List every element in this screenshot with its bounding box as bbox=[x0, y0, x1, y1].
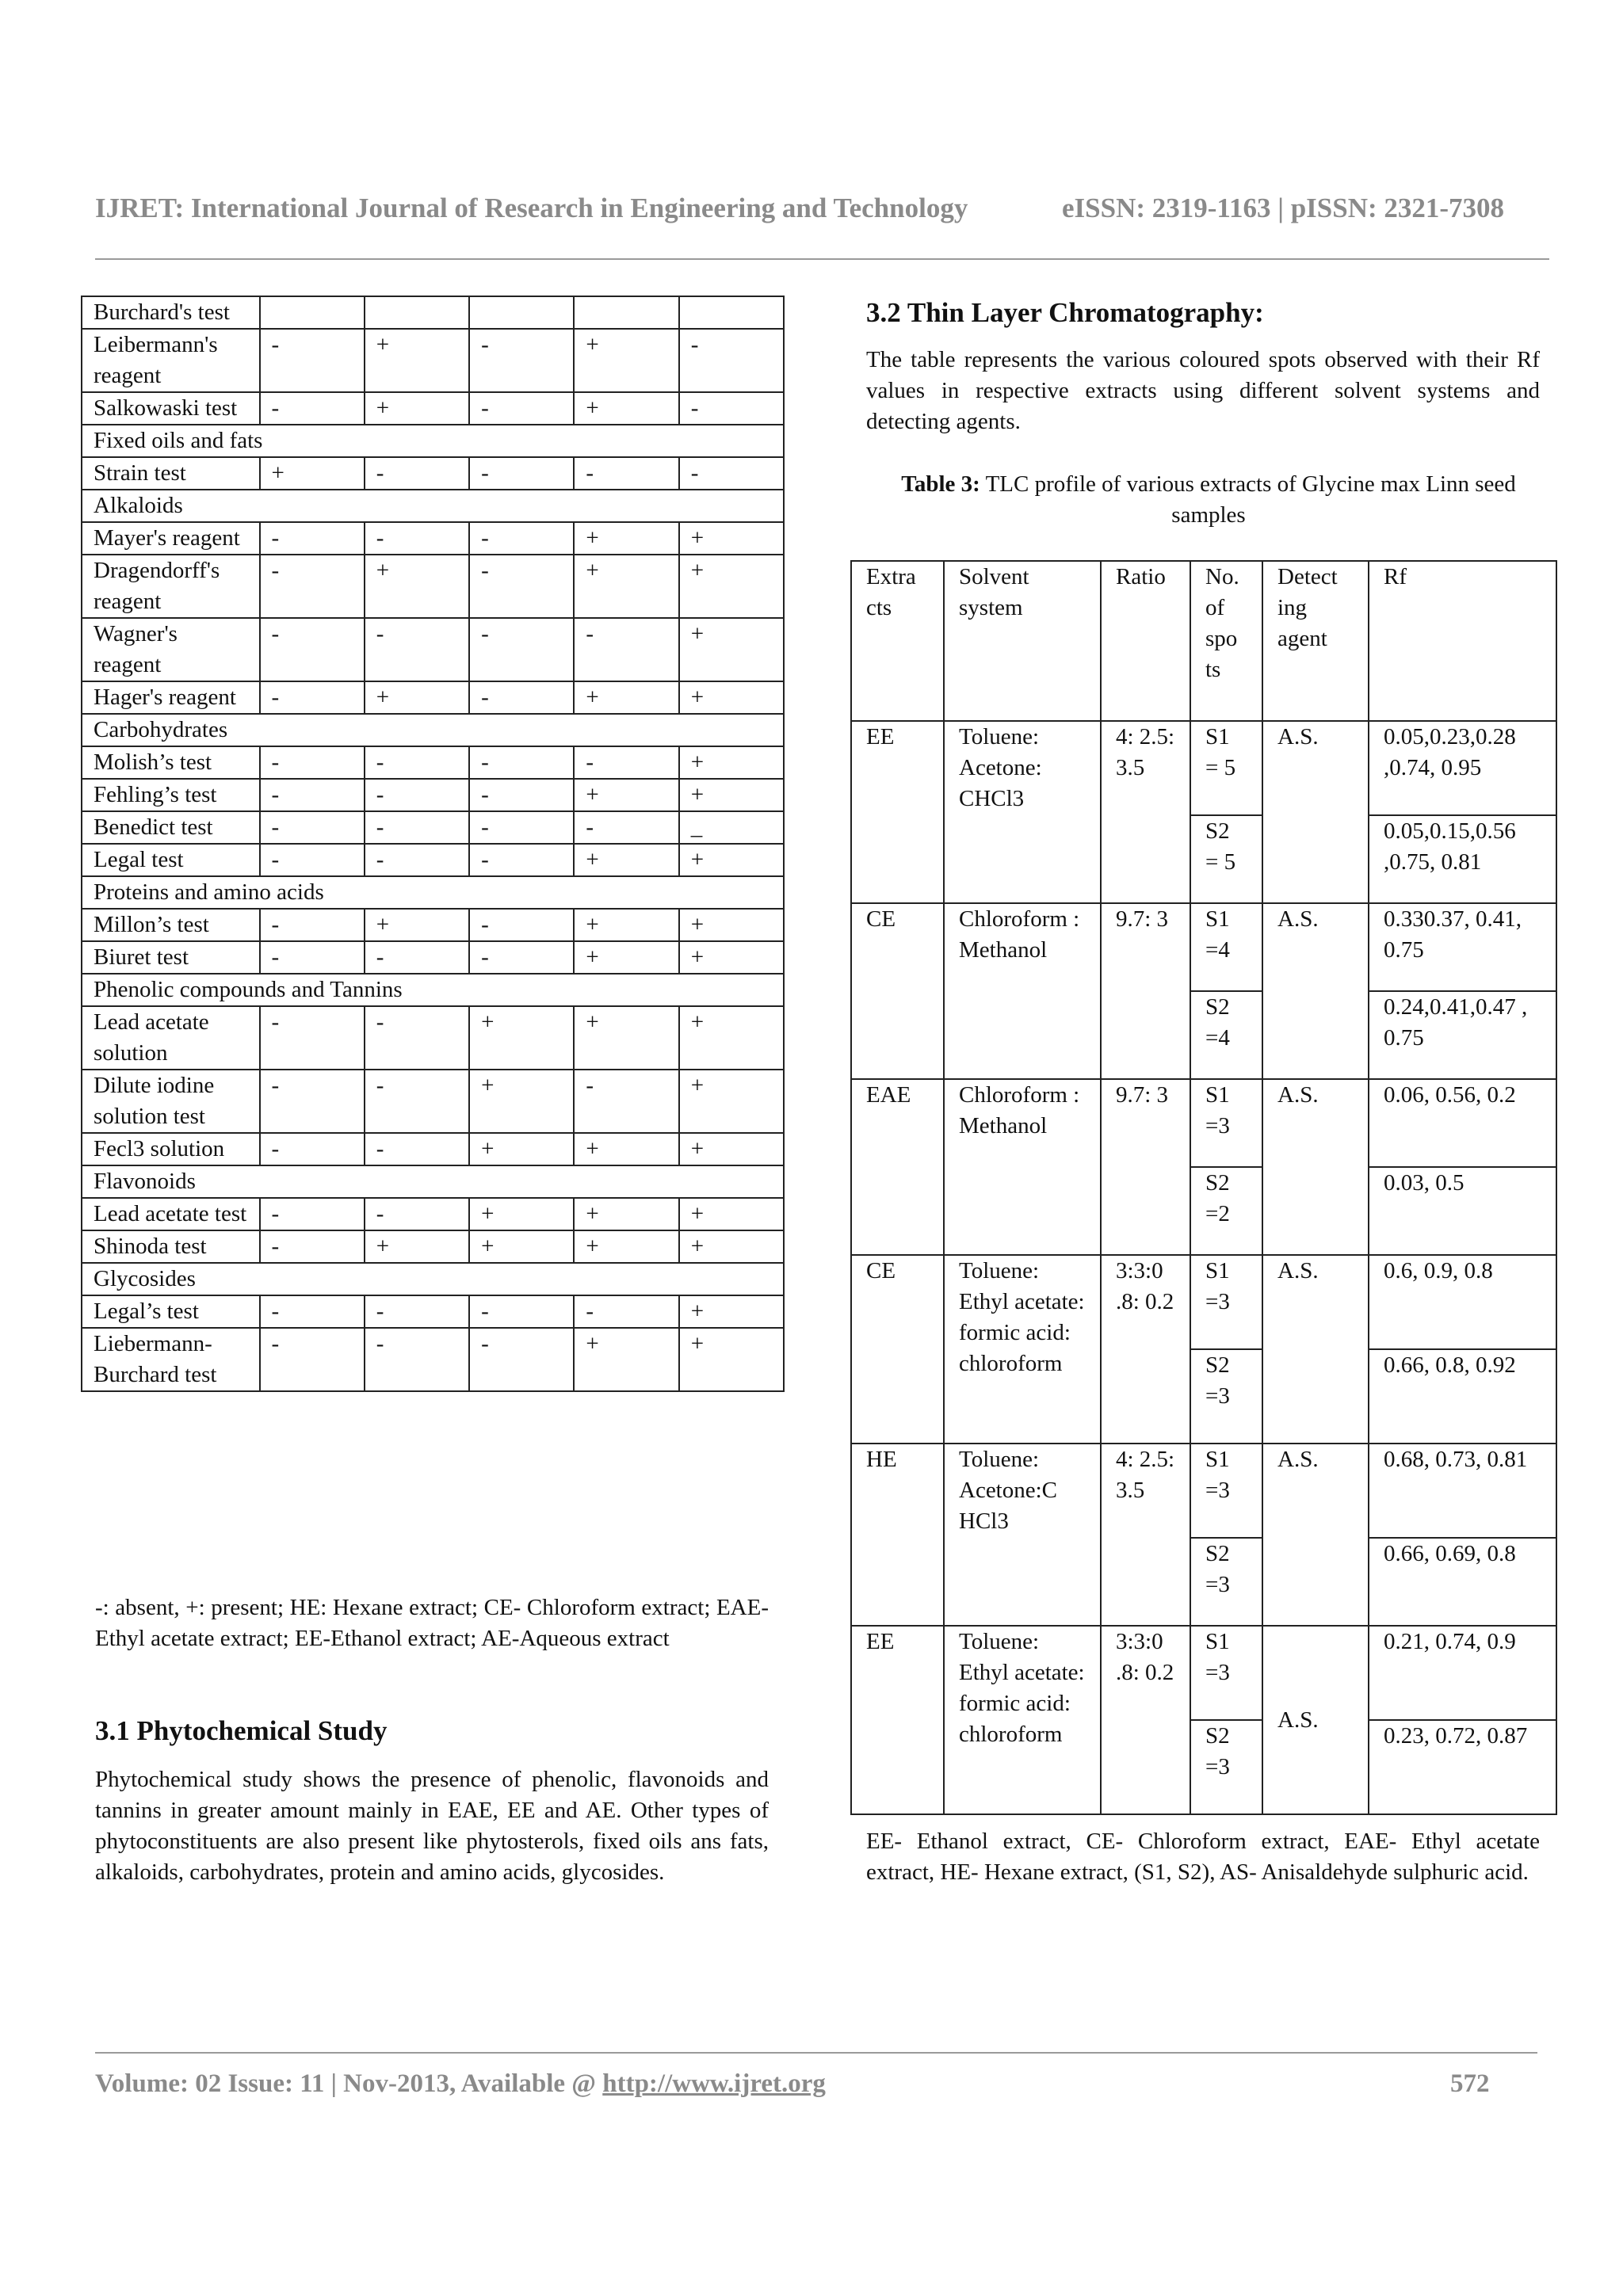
table3-caption-label: Table 3: bbox=[901, 471, 980, 497]
spots-cell: S2 = 5 bbox=[1190, 815, 1262, 903]
ratio-cell: 4: 2.5: 3.5 bbox=[1101, 721, 1190, 903]
section-label: Alkaloids bbox=[82, 490, 784, 522]
section-row bbox=[82, 425, 784, 457]
table-row bbox=[82, 1006, 784, 1070]
section-row bbox=[82, 1165, 784, 1198]
column-header: Rf bbox=[1369, 561, 1556, 721]
result-cell: + bbox=[365, 1230, 469, 1263]
spots-cell: S1 =4 bbox=[1190, 903, 1262, 991]
result-cell: - bbox=[469, 555, 574, 618]
test-name: Liebermann-Burchard test bbox=[82, 1328, 260, 1391]
result-cell: - bbox=[365, 941, 469, 974]
result-cell bbox=[260, 296, 365, 329]
page-number: 572 bbox=[1450, 2069, 1490, 2098]
solvent-cell: Chloroform : Methanol bbox=[944, 903, 1101, 1079]
result-cell: + bbox=[365, 681, 469, 714]
result-cell: - bbox=[574, 811, 678, 844]
result-cell: - bbox=[469, 457, 574, 490]
header-row bbox=[851, 561, 1556, 721]
ratio-cell: 4: 2.5: 3.5 bbox=[1101, 1444, 1190, 1626]
result-cell: - bbox=[365, 844, 469, 876]
result-cell: - bbox=[260, 1006, 365, 1070]
result-cell: - bbox=[365, 457, 469, 490]
agent-cell: A.S. bbox=[1262, 1444, 1369, 1626]
test-name: Wagner's reagent bbox=[82, 618, 260, 681]
result-cell: + bbox=[679, 844, 784, 876]
spots-cell: S1 =3 bbox=[1190, 1626, 1262, 1720]
table-row bbox=[82, 1230, 784, 1263]
table3-legend: EE- Ethanol extract, CE- Chloroform extract, EAE- Ethyl acetate extract, HE- Hexane extract, (S1, S2), AS- Anisaldehyde sulphuric acid. bbox=[866, 1829, 1540, 1885]
result-cell: - bbox=[260, 1198, 365, 1230]
test-name: Hager's reagent bbox=[82, 681, 260, 714]
result-cell: - bbox=[260, 1295, 365, 1328]
rf-cell: 0.6, 0.9, 0.8 bbox=[1369, 1255, 1556, 1349]
result-cell: + bbox=[679, 1070, 784, 1133]
extract-cell: CE bbox=[851, 1255, 944, 1444]
result-cell: - bbox=[469, 811, 574, 844]
result-cell: - bbox=[260, 681, 365, 714]
result-cell: + bbox=[574, 909, 678, 941]
result-cell: _ bbox=[679, 811, 784, 844]
result-cell: + bbox=[469, 1006, 574, 1070]
test-name: Shinoda test bbox=[82, 1230, 260, 1263]
spots-cell: S1 =3 bbox=[1190, 1079, 1262, 1167]
result-cell: - bbox=[260, 392, 365, 425]
header-rule bbox=[95, 258, 1549, 260]
test-name: Fehling’s test bbox=[82, 779, 260, 811]
agent-cell: A.S. bbox=[1262, 1626, 1369, 1814]
test-name: Legal test bbox=[82, 844, 260, 876]
result-cell: + bbox=[574, 392, 678, 425]
table-row bbox=[82, 457, 784, 490]
test-name: Lead acetate solution bbox=[82, 1006, 260, 1070]
result-cell: - bbox=[469, 681, 574, 714]
result-cell: - bbox=[469, 522, 574, 555]
test-name: Molish’s test bbox=[82, 746, 260, 779]
column-header: No. of spo ts bbox=[1190, 561, 1262, 721]
table-row bbox=[82, 1133, 784, 1165]
section-label: Glycosides bbox=[82, 1263, 784, 1295]
result-cell: - bbox=[365, 1070, 469, 1133]
result-cell: - bbox=[260, 746, 365, 779]
section-row bbox=[82, 714, 784, 746]
table-row bbox=[82, 522, 784, 555]
table-row bbox=[851, 1079, 1556, 1167]
result-cell: - bbox=[365, 1006, 469, 1070]
result-cell: + bbox=[574, 1230, 678, 1263]
ratio-cell: 3:3:0 .8: 0.2 bbox=[1101, 1255, 1190, 1444]
result-cell: - bbox=[574, 1070, 678, 1133]
result-cell: - bbox=[574, 1295, 678, 1328]
result-cell: + bbox=[469, 1070, 574, 1133]
result-cell: + bbox=[679, 1133, 784, 1165]
result-cell bbox=[469, 296, 574, 329]
result-cell: - bbox=[574, 457, 678, 490]
table1-legend: -: absent, +: present; HE: Hexane extract; CE- Chloroform extract; EAE-Ethyl acetate extract; EE-Ethanol extract; AE-Aqueous extract bbox=[95, 1595, 769, 1651]
result-cell bbox=[574, 296, 678, 329]
result-cell: + bbox=[574, 844, 678, 876]
result-cell: - bbox=[469, 909, 574, 941]
section-label: Flavonoids bbox=[82, 1165, 784, 1198]
rf-cell: 0.05,0.23,0.28 ,0.74, 0.95 bbox=[1369, 721, 1556, 815]
result-cell bbox=[365, 296, 469, 329]
result-cell: - bbox=[574, 746, 678, 779]
section-31-heading: 3.1 Phytochemical Study bbox=[95, 1715, 388, 1746]
table-row bbox=[851, 721, 1556, 815]
table-row bbox=[82, 618, 784, 681]
result-cell: + bbox=[574, 681, 678, 714]
table-row bbox=[82, 296, 784, 329]
solvent-cell: Toluene: Acetone:C HCl3 bbox=[944, 1444, 1101, 1626]
result-cell: - bbox=[260, 941, 365, 974]
extract-cell: EAE bbox=[851, 1079, 944, 1255]
extract-cell: HE bbox=[851, 1444, 944, 1626]
section-row bbox=[82, 974, 784, 1006]
spots-cell: S2 =3 bbox=[1190, 1720, 1262, 1814]
result-cell: - bbox=[469, 1295, 574, 1328]
result-cell: - bbox=[679, 329, 784, 392]
table-row bbox=[82, 1295, 784, 1328]
result-cell: - bbox=[469, 779, 574, 811]
tlc-profile-table bbox=[850, 560, 1557, 1815]
agent-cell: A.S. bbox=[1262, 903, 1369, 1079]
result-cell: - bbox=[365, 1133, 469, 1165]
test-name: Legal’s test bbox=[82, 1295, 260, 1328]
table-row bbox=[82, 779, 784, 811]
test-name: Millon’s test bbox=[82, 909, 260, 941]
table-row bbox=[82, 1328, 784, 1391]
table-row bbox=[82, 844, 784, 876]
result-cell: + bbox=[574, 522, 678, 555]
section-label: Fixed oils and fats bbox=[82, 425, 784, 457]
footer-rule bbox=[95, 2052, 1537, 2054]
rf-cell: 0.23, 0.72, 0.87 bbox=[1369, 1720, 1556, 1814]
rf-cell: 0.330.37, 0.41, 0.75 bbox=[1369, 903, 1556, 991]
result-cell: + bbox=[679, 779, 784, 811]
section-32-body: The table represents the various coloured spots observed with their Rf values in respective extracts using different solvent systems and detecting agents. bbox=[866, 347, 1540, 434]
table-row bbox=[82, 941, 784, 974]
result-cell: - bbox=[365, 618, 469, 681]
result-cell: + bbox=[574, 1198, 678, 1230]
section-31-body: Phytochemical study shows the presence of phenolic, flavonoids and tannins in greater amount mainly in EAE, EE and AE. Other types of phytoconstituents are also present like phytosterols, fixed oils ans fats, alkaloids, carbohydrates, protein and amino acids, glycosides. bbox=[95, 1767, 769, 1885]
agent-cell: A.S. bbox=[1262, 1079, 1369, 1255]
result-cell: - bbox=[469, 329, 574, 392]
table-row bbox=[851, 903, 1556, 991]
test-name: Dragendorff's reagent bbox=[82, 555, 260, 618]
test-name: Lead acetate test bbox=[82, 1198, 260, 1230]
table3-caption-text: TLC profile of various extracts of Glycine max Linn seed samples bbox=[985, 471, 1516, 528]
result-cell: - bbox=[260, 329, 365, 392]
result-cell: + bbox=[260, 457, 365, 490]
result-cell: + bbox=[574, 941, 678, 974]
result-cell: - bbox=[260, 1133, 365, 1165]
result-cell: + bbox=[679, 618, 784, 681]
result-cell: - bbox=[679, 392, 784, 425]
result-cell: - bbox=[469, 941, 574, 974]
result-cell: - bbox=[260, 811, 365, 844]
extract-cell: EE bbox=[851, 1626, 944, 1814]
table-row bbox=[82, 681, 784, 714]
table-row bbox=[82, 1198, 784, 1230]
result-cell: + bbox=[679, 909, 784, 941]
test-name: Burchard's test bbox=[82, 296, 260, 329]
test-name: Fecl3 solution bbox=[82, 1133, 260, 1165]
result-cell: + bbox=[365, 329, 469, 392]
table-row bbox=[82, 555, 784, 618]
result-cell: + bbox=[679, 1295, 784, 1328]
rf-cell: 0.03, 0.5 bbox=[1369, 1167, 1556, 1255]
column-header: Ratio bbox=[1101, 561, 1190, 721]
result-cell: - bbox=[365, 779, 469, 811]
footer-text: Volume: 02 Issue: 11 | Nov-2013, Available @ bbox=[95, 2069, 603, 2098]
result-cell: - bbox=[260, 1070, 365, 1133]
rf-cell: 0.05,0.15,0.56 ,0.75, 0.81 bbox=[1369, 815, 1556, 903]
result-cell: + bbox=[365, 909, 469, 941]
result-cell: - bbox=[260, 555, 365, 618]
result-cell: - bbox=[260, 618, 365, 681]
rf-cell: 0.24,0.41,0.47 , 0.75 bbox=[1369, 991, 1556, 1079]
rf-cell: 0.66, 0.69, 0.8 bbox=[1369, 1538, 1556, 1626]
result-cell: - bbox=[365, 746, 469, 779]
column-header: Extra cts bbox=[851, 561, 944, 721]
result-cell: + bbox=[365, 392, 469, 425]
ratio-cell: 9.7: 3 bbox=[1101, 1079, 1190, 1255]
result-cell: - bbox=[469, 618, 574, 681]
section-row bbox=[82, 1263, 784, 1295]
section-label: Proteins and amino acids bbox=[82, 876, 784, 909]
result-cell: + bbox=[679, 522, 784, 555]
table-row bbox=[82, 1070, 784, 1133]
section-label: Carbohydrates bbox=[82, 714, 784, 746]
result-cell: + bbox=[574, 779, 678, 811]
test-name: Salkowaski test bbox=[82, 392, 260, 425]
result-cell: + bbox=[574, 1133, 678, 1165]
result-cell: + bbox=[574, 1328, 678, 1391]
result-cell: + bbox=[679, 1328, 784, 1391]
solvent-cell: Chloroform : Methanol bbox=[944, 1079, 1101, 1255]
test-name: Mayer's reagent bbox=[82, 522, 260, 555]
spots-cell: S2 =4 bbox=[1190, 991, 1262, 1079]
result-cell: - bbox=[469, 844, 574, 876]
section-label: Phenolic compounds and Tannins bbox=[82, 974, 784, 1006]
result-cell: + bbox=[679, 1006, 784, 1070]
result-cell: + bbox=[679, 746, 784, 779]
ratio-cell: 3:3:0 .8: 0.2 bbox=[1101, 1626, 1190, 1814]
result-cell: - bbox=[260, 779, 365, 811]
result-cell: + bbox=[574, 555, 678, 618]
result-cell bbox=[679, 296, 784, 329]
result-cell: - bbox=[365, 522, 469, 555]
result-cell: - bbox=[260, 1230, 365, 1263]
agent-cell: A.S. bbox=[1262, 721, 1369, 903]
result-cell: - bbox=[260, 522, 365, 555]
result-cell: + bbox=[679, 1198, 784, 1230]
result-cell: - bbox=[469, 392, 574, 425]
test-name: Strain test bbox=[82, 457, 260, 490]
journal-link[interactable]: http://www.ijret.org bbox=[602, 2069, 826, 2098]
issn-text: eISSN: 2319-1163 | pISSN: 2321-7308 bbox=[1062, 193, 1505, 223]
result-cell: - bbox=[260, 909, 365, 941]
result-cell: + bbox=[574, 329, 678, 392]
table-row bbox=[82, 329, 784, 392]
result-cell: + bbox=[679, 681, 784, 714]
result-cell: + bbox=[679, 555, 784, 618]
spots-cell: S2 =3 bbox=[1190, 1538, 1262, 1626]
column-header: Detect ing agent bbox=[1262, 561, 1369, 721]
result-cell: + bbox=[469, 1230, 574, 1263]
solvent-cell: Toluene: Acetone: CHCl3 bbox=[944, 721, 1101, 903]
table-row bbox=[82, 392, 784, 425]
spots-cell: S2 =3 bbox=[1190, 1349, 1262, 1444]
spots-cell: S1 =3 bbox=[1190, 1444, 1262, 1538]
table-row bbox=[82, 811, 784, 844]
result-cell: + bbox=[679, 1230, 784, 1263]
result-cell: - bbox=[365, 1295, 469, 1328]
test-name: Benedict test bbox=[82, 811, 260, 844]
test-name: Dilute iodine solution test bbox=[82, 1070, 260, 1133]
result-cell: + bbox=[365, 555, 469, 618]
rf-cell: 0.68, 0.73, 0.81 bbox=[1369, 1444, 1556, 1538]
extract-cell: CE bbox=[851, 903, 944, 1079]
result-cell: - bbox=[365, 1198, 469, 1230]
result-cell: + bbox=[574, 1006, 678, 1070]
test-name: Biuret test bbox=[82, 941, 260, 974]
ratio-cell: 9.7: 3 bbox=[1101, 903, 1190, 1079]
result-cell: - bbox=[365, 1328, 469, 1391]
table-row bbox=[851, 1444, 1556, 1538]
result-cell: - bbox=[679, 457, 784, 490]
agent-cell: A.S. bbox=[1262, 1255, 1369, 1444]
result-cell: - bbox=[469, 1328, 574, 1391]
extract-cell: EE bbox=[851, 721, 944, 903]
table3-caption bbox=[864, 469, 1553, 531]
result-cell: - bbox=[260, 844, 365, 876]
section-32-heading: 3.2 Thin Layer Chromatography: bbox=[866, 297, 1264, 328]
result-cell: - bbox=[365, 811, 469, 844]
table-row bbox=[82, 746, 784, 779]
result-cell: + bbox=[679, 941, 784, 974]
phytochemical-table bbox=[81, 296, 785, 1392]
table-row bbox=[82, 909, 784, 941]
result-cell: - bbox=[574, 618, 678, 681]
journal-title: IJRET: International Journal of Research in Engineering and Technology bbox=[95, 193, 968, 223]
result-cell: + bbox=[469, 1133, 574, 1165]
table-row bbox=[851, 1626, 1556, 1720]
solvent-cell: Toluene: Ethyl acetate: formic acid: chloroform bbox=[944, 1255, 1101, 1444]
rf-cell: 0.66, 0.8, 0.92 bbox=[1369, 1349, 1556, 1444]
column-header: Solvent system bbox=[944, 561, 1101, 721]
result-cell: - bbox=[469, 746, 574, 779]
solvent-cell: Toluene: Ethyl acetate: formic acid: chloroform bbox=[944, 1626, 1101, 1814]
spots-cell: S1 =3 bbox=[1190, 1255, 1262, 1349]
test-name: Leibermann's reagent bbox=[82, 329, 260, 392]
table-row bbox=[851, 1255, 1556, 1349]
result-cell: - bbox=[260, 1328, 365, 1391]
result-cell: + bbox=[469, 1198, 574, 1230]
spots-cell: S2 =2 bbox=[1190, 1167, 1262, 1255]
section-row bbox=[82, 876, 784, 909]
rf-cell: 0.06, 0.56, 0.2 bbox=[1369, 1079, 1556, 1167]
rf-cell: 0.21, 0.74, 0.9 bbox=[1369, 1626, 1556, 1720]
section-row bbox=[82, 490, 784, 522]
spots-cell: S1 = 5 bbox=[1190, 721, 1262, 815]
